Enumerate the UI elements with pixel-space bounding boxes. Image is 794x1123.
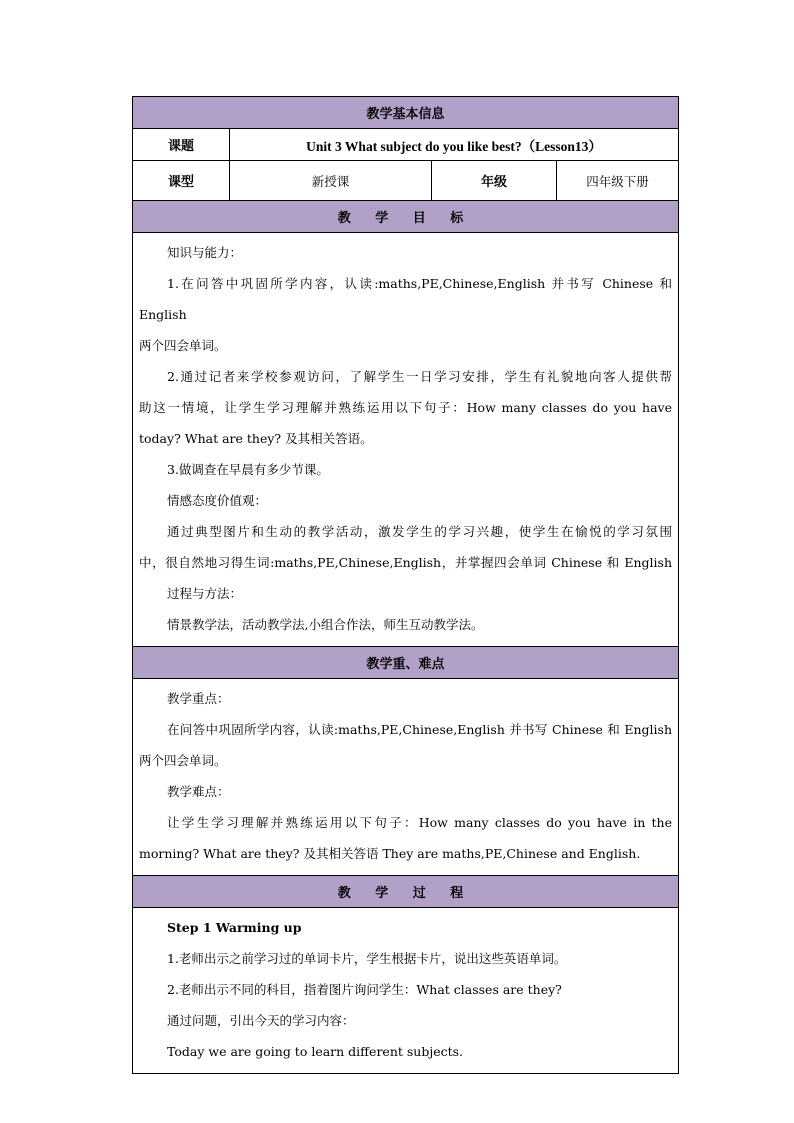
objectives-header bbox=[133, 201, 679, 233]
basic-info-header: 教学基本信息 bbox=[133, 97, 679, 129]
grade-value: 四年级下册 bbox=[557, 161, 679, 201]
attitude-line-2: 中，很自然地习得生词:maths,PE,Chinese,English，并掌握四会单词 Chinese 和 English bbox=[139, 555, 673, 570]
lesson-title: Unit 3 What subject do you like best?（Lesson13） bbox=[230, 129, 679, 161]
objective-item-2-line-1: 2.通过记者来学校参观访问，了解学生一日学习安排，学生有礼貌地向客人提供帮 bbox=[167, 369, 673, 384]
step-1-line-2: 2.老师出示不同的科目，指着图片询问学生：What classes are they? bbox=[167, 982, 562, 997]
step-1-line-3: 通过问题，引出今天的学习内容： bbox=[167, 1013, 355, 1028]
step-1-line-4: Today we are going to learn different subjects. bbox=[167, 1044, 464, 1059]
lesson-plan-table bbox=[132, 96, 679, 1074]
grade-label: 年级 bbox=[432, 161, 557, 201]
keypoints-content bbox=[133, 679, 679, 876]
attitude-label: 情感态度价值观： bbox=[167, 493, 268, 508]
focus-line-2: 两个四会单词。 bbox=[139, 753, 227, 768]
objective-item-2-line-2: 助这一情境，让学生学习理解并熟练运用以下句子：How many classes do you have bbox=[139, 400, 673, 415]
process-text: 情景教学法，活动教学法,小组合作法，师生互动教学法。 bbox=[167, 617, 484, 632]
type-value: 新授课 bbox=[230, 161, 432, 201]
title-label: 课题 bbox=[133, 129, 230, 161]
focus-label: 教学重点： bbox=[167, 691, 230, 706]
objectives-content bbox=[133, 233, 679, 647]
type-label: 课型 bbox=[133, 161, 230, 201]
difficulty-line-2: morning? What are they? 及其相关答语 They are maths,PE,Chinese and English. bbox=[139, 846, 641, 861]
objective-item-2-line-3: today? What are they? 及其相关答语。 bbox=[139, 431, 373, 446]
objective-item-1-line-1: 1.在问答中巩固所学内容，认读:maths,PE,Chinese,English 并书写 Chinese 和 English bbox=[139, 276, 673, 322]
process-header bbox=[133, 876, 679, 908]
objectives-heading: 教 学 目 标 bbox=[337, 211, 474, 226]
lesson-plan-page bbox=[132, 96, 678, 1074]
knowledge-label: 知识与能力： bbox=[167, 245, 243, 260]
objective-item-3: 3.做调查在早晨有多少节课。 bbox=[167, 462, 329, 477]
step-1-line-1: 1.老师出示之前学习过的单词卡片，学生根据卡片，说出这些英语单词。 bbox=[167, 951, 567, 966]
process-heading: 教 学 过 程 bbox=[337, 886, 474, 901]
process-content bbox=[133, 908, 679, 1074]
step-1-title: Step 1 Warming up bbox=[167, 920, 302, 935]
objective-item-1-line-2: 两个四会单词。 bbox=[139, 338, 227, 353]
focus-line-1: 在问答中巩固所学内容，认读:maths,PE,Chinese,English 并书写 Chinese 和 English bbox=[167, 722, 673, 737]
process-label: 过程与方法： bbox=[167, 586, 243, 601]
attitude-line-1: 通过典型图片和生动的教学活动，激发学生的学习兴趣，使学生在愉悦的学习氛围 bbox=[167, 524, 673, 539]
difficulty-label: 教学难点： bbox=[167, 784, 230, 799]
keypoints-header: 教学重、难点 bbox=[133, 647, 679, 679]
difficulty-line-1: 让学生学习理解并熟练运用以下句子：How many classes do you have in the bbox=[167, 815, 673, 830]
